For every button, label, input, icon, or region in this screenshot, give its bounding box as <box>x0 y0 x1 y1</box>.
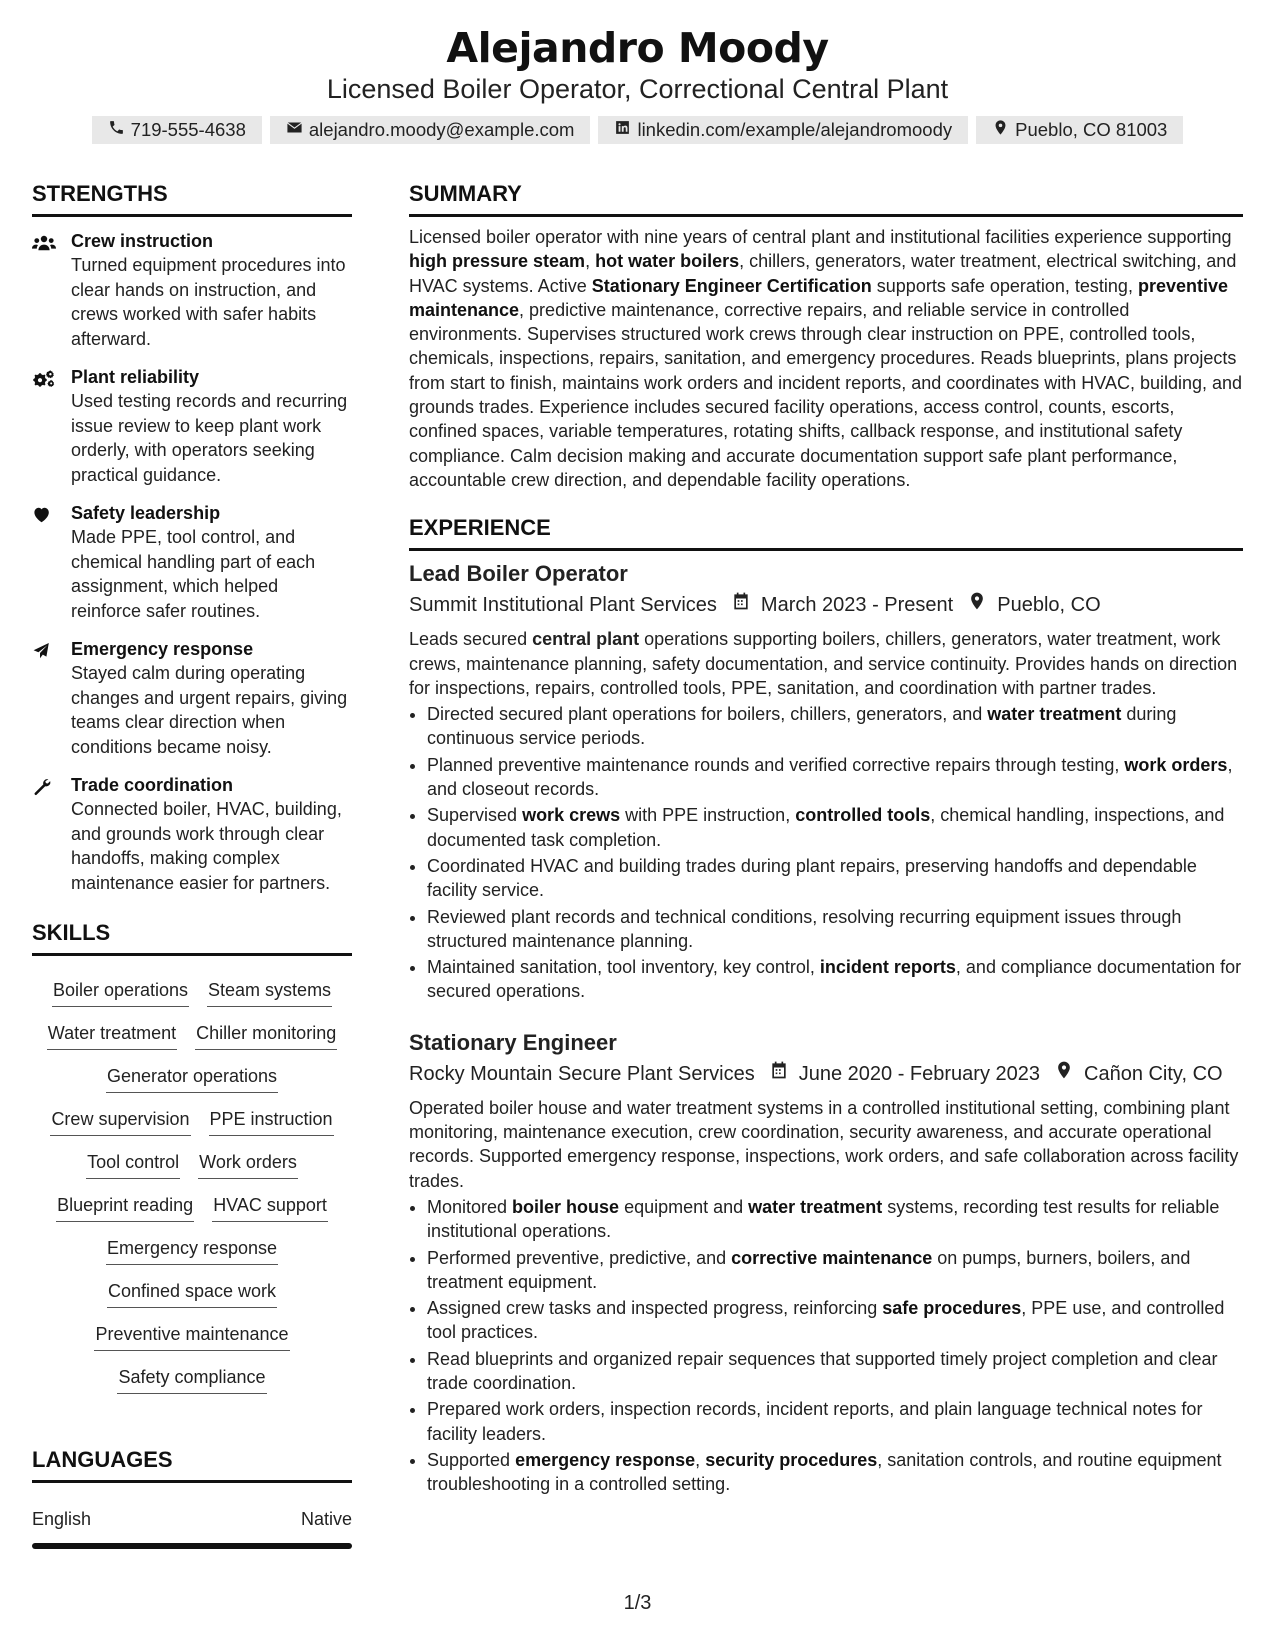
skill-row <box>32 1150 352 1179</box>
job-bullet: • Assigned crew tasks and inspected progress, reinforcing safe procedures, PPE use, and controlled tool practices. <box>427 1296 1243 1345</box>
job-bullet: • Monitored boiler house equipment and water treatment systems, recording test results for reliable institutional operations. <box>427 1195 1243 1244</box>
strength-body: Turned equipment procedures into clear hands on instruction, and crews worked with safer habits afterward. <box>71 255 346 349</box>
job-bullet: • Supported emergency response, security procedures, sanitation controls, and routine equipment troubleshooting in a controlled setting. <box>427 1448 1243 1497</box>
map-pin-icon <box>992 116 1009 144</box>
phone-icon <box>108 116 125 144</box>
skill-tag: Safety compliance <box>117 1365 266 1394</box>
job-dates: June 2020 - February 2023 <box>798 1062 1040 1085</box>
job-meta <box>409 1060 1243 1088</box>
language-level: Native <box>300 1509 352 1529</box>
strength-body: Stayed calm during operating changes and urgent repairs, giving teams clear direction when conditions became noisy. <box>71 663 348 757</box>
section-divider <box>409 548 1243 551</box>
skill-row <box>32 1064 352 1093</box>
skill-row <box>32 1236 352 1265</box>
skill-tag: Confined space work <box>107 1279 277 1308</box>
job-description: Leads secured central plant operations supporting boilers, chillers, generators, water treatment, work crews, maintenance planning, safety documentation, and service continuity. Provides hands on direction for inspections, repairs, controlled tools, PPE, sanitation, and coordination with partner trades. <box>409 629 1238 698</box>
strength-body: Made PPE, tool control, and chemical handling part of each assignment, which helped reinforce safer routines. <box>71 527 316 621</box>
gears-icon <box>32 369 56 389</box>
skill-row <box>32 1107 352 1136</box>
skill-tag: Generator operations <box>106 1064 278 1093</box>
summary-section <box>409 180 1243 492</box>
job-dates: March 2023 - Present <box>760 594 954 617</box>
job-company: Summit Institutional Plant Services <box>409 594 717 617</box>
calendar-icon <box>769 1060 799 1088</box>
left-column <box>32 180 352 1549</box>
skill-tag: Blueprint reading <box>56 1193 194 1222</box>
job-bullet: • Planned preventive maintenance rounds and verified corrective repairs through testing, work orders, and closeout records. <box>427 753 1243 802</box>
contact-email[interactable] <box>270 116 591 144</box>
job-bullets <box>409 702 1243 1004</box>
job-entry <box>409 559 1243 1003</box>
job-bullet: • Directed secured plant operations for boilers, chillers, generators, and water treatment during continuous service periods. <box>427 702 1243 751</box>
skill-tag: Crew supervision <box>50 1107 190 1136</box>
job-bullet: • Performed preventive, predictive, and corrective maintenance on pumps, burners, boilers, and treatment equipment. <box>427 1246 1243 1295</box>
skill-tag: Steam systems <box>207 978 332 1007</box>
language-name: English <box>32 1509 92 1529</box>
map-pin-icon <box>967 591 997 619</box>
wrench-icon <box>32 777 56 797</box>
job-bullet: • Reviewed plant records and technical conditions, resolving recurring equipment issues through structured maintenance planning. <box>427 905 1243 954</box>
skill-tag: Boiler operations <box>52 978 189 1007</box>
resume-header <box>0 22 1275 144</box>
contact-linkedin-text: linkedin.com/example/alejandromoody <box>637 119 953 140</box>
job-company: Rocky Mountain Secure Plant Services <box>409 1062 755 1085</box>
strength-item <box>32 229 352 351</box>
skill-row <box>32 1193 352 1222</box>
language-proficiency-bar <box>32 1543 352 1549</box>
skill-row <box>32 978 352 1007</box>
strength-item <box>32 501 352 623</box>
skill-row <box>32 1279 352 1308</box>
strength-body: Connected boiler, HVAC, building, and grounds work through clear handoffs, making complex maintenance easier for partners. <box>71 799 342 893</box>
skill-tag: Chiller monitoring <box>195 1021 337 1050</box>
strength-title: Safety leadership <box>71 503 221 523</box>
contact-phone[interactable] <box>92 116 262 144</box>
experience-section <box>409 514 1243 1496</box>
language-item <box>32 1507 352 1531</box>
skill-tag: Work orders <box>198 1150 298 1179</box>
skill-row <box>32 1322 352 1351</box>
candidate-headline: Licensed Boiler Operator, Correctional Central Plant <box>326 74 949 104</box>
summary-heading: SUMMARY <box>409 181 522 206</box>
contact-location[interactable] <box>976 116 1183 144</box>
job-bullet: • Coordinated HVAC and building trades during plant repairs, preserving handoffs and dependable facility service. <box>427 854 1243 903</box>
contact-linkedin[interactable] <box>598 116 968 144</box>
job-bullet: • Maintained sanitation, tool inventory, key control, incident reports, and compliance documentation for secured operations. <box>427 955 1243 1004</box>
skill-row <box>32 1365 352 1394</box>
calendar-icon <box>731 591 761 619</box>
job-bullet: • Prepared work orders, inspection records, incident reports, and plain language technical notes for facility leaders. <box>427 1397 1243 1446</box>
skill-tag: Water treatment <box>47 1021 177 1050</box>
skills-heading: SKILLS <box>32 920 111 945</box>
right-column <box>409 180 1243 1498</box>
strength-body: Used testing records and recurring issue review to keep plant work orderly, with operators seeking practical guidance. <box>71 391 348 485</box>
skill-tag: HVAC support <box>212 1193 328 1222</box>
strength-item <box>32 365 352 487</box>
envelope-icon <box>286 116 303 144</box>
contact-email-text: alejandro.moody@example.com <box>308 119 575 140</box>
strength-item <box>32 773 352 895</box>
users-icon <box>32 233 56 253</box>
contact-phone-text: 719-555-4638 <box>130 119 246 140</box>
skills-section <box>32 919 352 1394</box>
skill-tag: Emergency response <box>106 1236 278 1265</box>
strength-title: Plant reliability <box>71 367 200 387</box>
page-number: 1/3 <box>623 1592 652 1614</box>
skill-tag: Tool control <box>86 1150 180 1179</box>
job-title: Stationary Engineer <box>409 1029 617 1055</box>
job-entry <box>409 1028 1243 1497</box>
job-bullet: • Supervised work crews with PPE instruction, controlled tools, chemical handling, inspections, and documented task completion. <box>427 803 1243 852</box>
languages-section <box>32 1446 352 1549</box>
skill-tag: Preventive maintenance <box>94 1322 289 1351</box>
contact-bar <box>0 116 1275 144</box>
job-meta <box>409 591 1243 619</box>
languages-heading: LANGUAGES <box>32 1447 173 1472</box>
summary-text: Licensed boiler operator with nine years of central plant and institutional facilities experience supporting high pressure steam, hot water boilers, chillers, generators, water treatment, electrical switching, and HVAC systems. Active Stationary Engineer Certification supports safe operation, testing, preventive maintenance, predictive maintenance, corrective repairs, and reliable service in controlled environments. Supervises structured work crews through clear instruction on PPE, controlled tools, chemicals, inspections, repairs, sanitation, and emergency procedures. Reads blueprints, plans projects from start to finish, maintains work orders and incident reports, and coordinates with HVAC, building, and grounds trades. Experience includes secured facility operations, access control, counts, escorts, confined spaces, variable temperatures, rotating shifts, callback response, and institutional safety compliance. Calm decision making and accurate documentation support safe plant performance, accountable crew direction, and dependable facility operations. <box>409 227 1243 490</box>
candidate-name: Alejandro Moody <box>446 24 829 72</box>
linkedin-icon <box>614 116 631 144</box>
skill-row <box>32 1021 352 1050</box>
section-divider <box>32 214 352 217</box>
strength-item <box>32 637 352 759</box>
job-bullets <box>409 1195 1243 1497</box>
contact-location-text: Pueblo, CO 81003 <box>1015 119 1168 140</box>
strengths-section <box>32 180 352 895</box>
heart-icon <box>32 505 56 525</box>
strength-title: Crew instruction <box>71 231 214 251</box>
job-title: Lead Boiler Operator <box>409 561 628 587</box>
skill-tag: PPE instruction <box>209 1107 334 1136</box>
job-location: Cañon City, CO <box>1084 1062 1223 1085</box>
section-divider <box>32 1480 352 1483</box>
experience-heading: EXPERIENCE <box>409 515 551 541</box>
paper-plane-icon <box>32 641 56 661</box>
map-pin-icon <box>1054 1060 1084 1088</box>
strengths-heading: STRENGTHS <box>32 181 168 206</box>
job-bullet: • Read blueprints and organized repair sequences that supported timely project completion and clear trade coordination. <box>427 1347 1243 1396</box>
job-location: Pueblo, CO <box>997 594 1101 617</box>
strength-title: Emergency response <box>71 639 254 659</box>
section-divider <box>409 214 1243 217</box>
strength-title: Trade coordination <box>71 775 234 795</box>
job-description: Operated boiler house and water treatment systems in a controlled institutional setting, combining plant monitoring, maintenance execution, crew coordination, security awareness, and accurate operational records. Supported emergency response, inspections, work orders, and safe collaboration across facility trades. <box>409 1097 1239 1191</box>
